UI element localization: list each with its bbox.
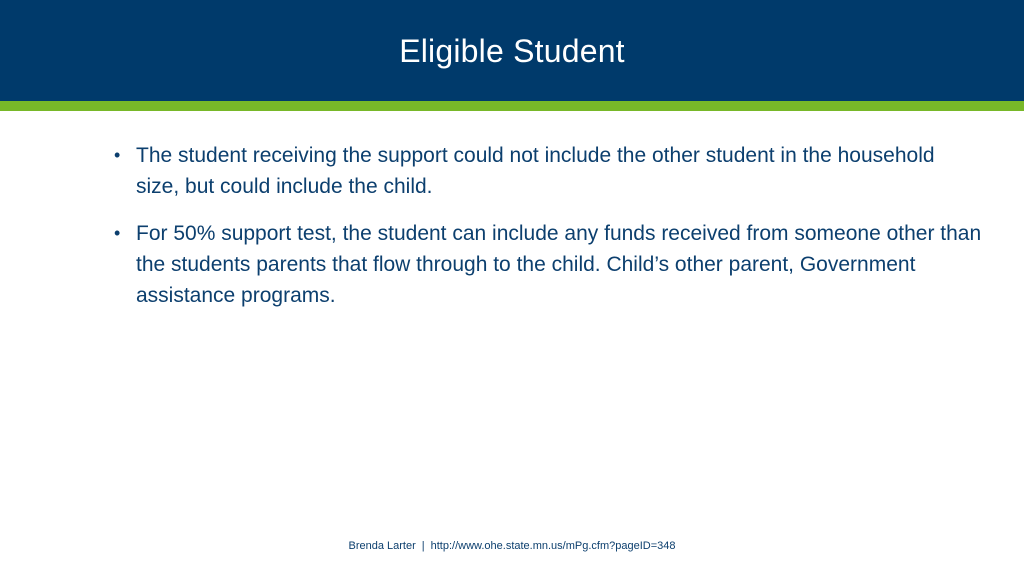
footer-author: Brenda Larter (348, 540, 416, 552)
footer-url: http://www.ohe.state.mn.us/mPg.cfm?pageID=348 (430, 540, 676, 552)
title-banner (0, 0, 1024, 101)
footer (0, 540, 1024, 552)
bullet-item (112, 218, 982, 311)
footer-separator: | (421, 540, 425, 552)
bullet-icon: • (114, 223, 121, 243)
bullet-text: The student receiving the support could not include the other student in the household size, but could include the child. (136, 144, 935, 198)
bullet-item (112, 140, 982, 202)
bullet-list (112, 140, 982, 327)
slide-title: Eligible Student (399, 32, 625, 69)
bullet-text: For 50% support test, the student can include any funds received from someone other than the students parents that flow through to the child. Child’s other parent, Government assistance programs. (136, 222, 982, 307)
accent-bar (0, 101, 1024, 111)
bullet-icon: • (114, 145, 121, 165)
